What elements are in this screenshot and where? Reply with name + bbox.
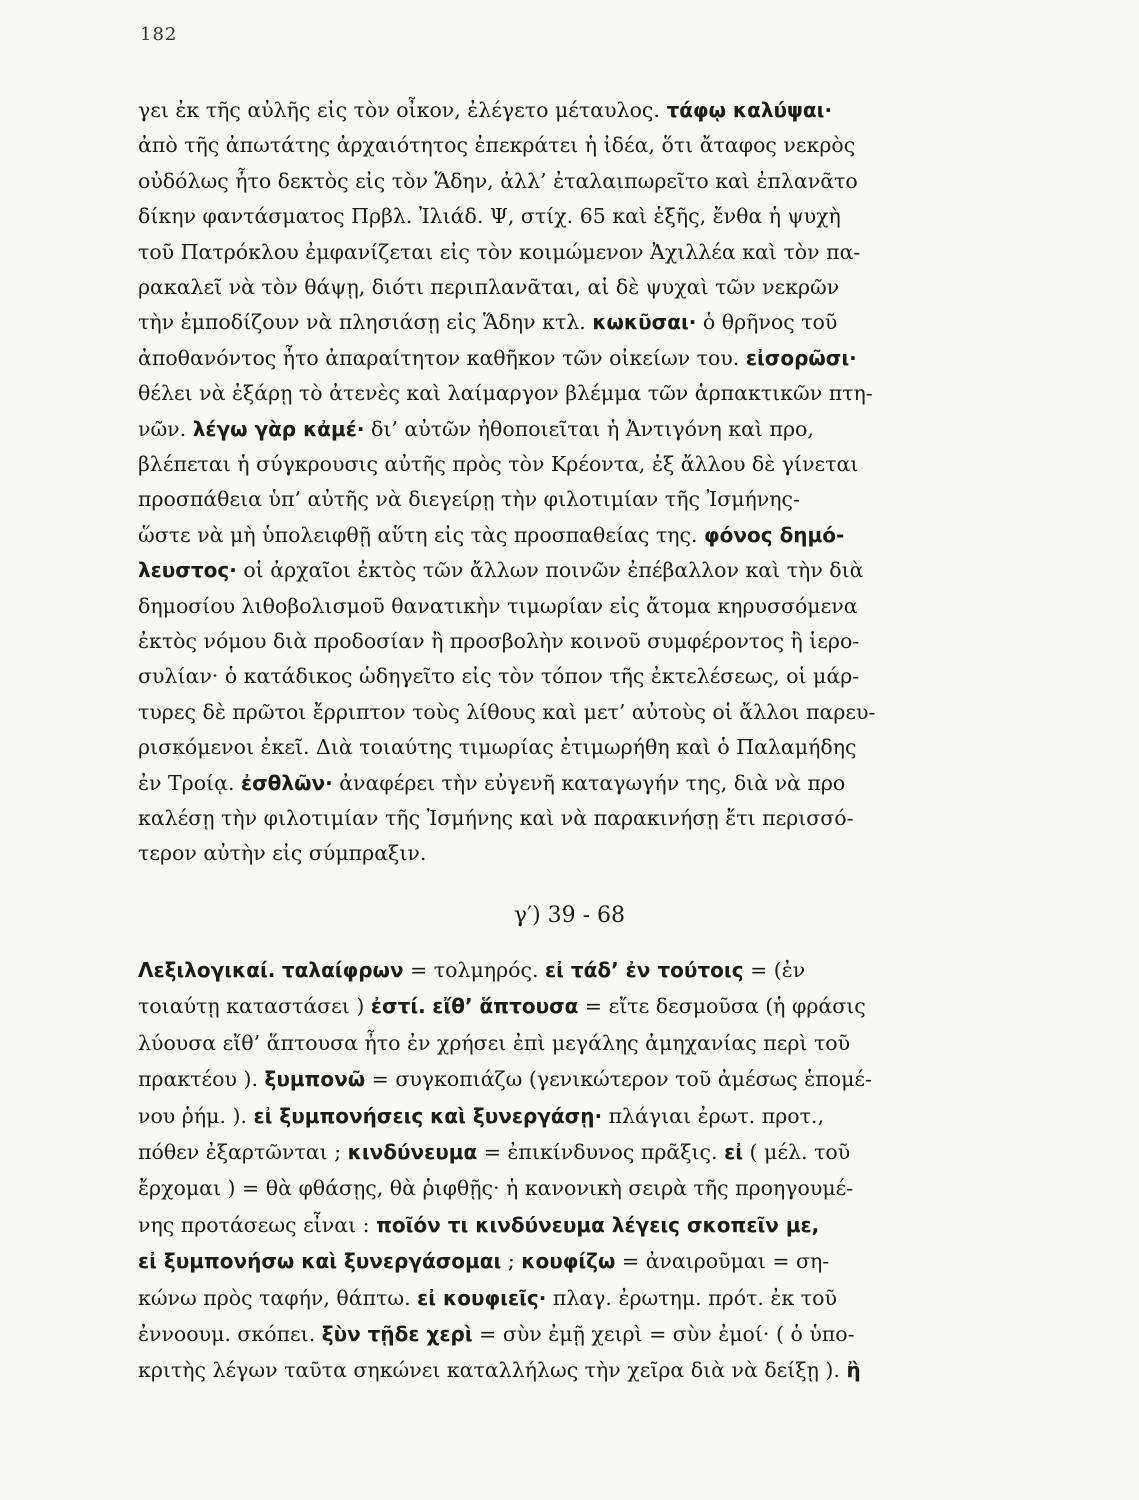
text-run: ; <box>501 1249 522 1274</box>
text-line <box>138 839 426 867</box>
text-line <box>138 450 1000 478</box>
text-line <box>138 1174 1000 1202</box>
text-line <box>138 521 1000 549</box>
text-run: = συγκοπιάζω (γενικώτερον τοῦ ἀμέσως ἑπομέ- <box>365 1067 872 1092</box>
text-run: ρισκόμενοι ἐκεῖ. Διὰ τοιαύτης τιμωρίας ἐτιμωρήθη καὶ ὁ Παλαμήδης <box>138 735 857 760</box>
bold-term: λευστος· <box>138 558 237 583</box>
text-run: πλαγ. ἐρωτημ. πρότ. ἐκ τοῦ <box>546 1285 837 1310</box>
text-run: νου ῥήμ. ). <box>138 1103 254 1128</box>
bold-term: εἰ ξυμπονήσεις καὶ ξυνεργάσῃ· <box>253 1103 603 1128</box>
bold-term: εἰ ξυμπονήσω καὶ ξυνεργάσομαι <box>138 1249 502 1274</box>
bold-term: ἐστί. <box>370 994 426 1019</box>
bold-term: εἰσορῶσι· <box>745 345 857 370</box>
text-line <box>138 167 1000 195</box>
bold-term: ταλαίφρων <box>281 958 404 982</box>
text-run: = (ἐν <box>743 958 806 982</box>
text-run: νῶν. <box>138 416 193 441</box>
bold-term: εἰ κουφιεῖς· <box>417 1285 547 1310</box>
text-run: κριτὴς λέγων ταῦτα σηκώνει καταλλήλως τὴν χεῖρα διὰ νὰ δείξῃ ). <box>138 1358 847 1383</box>
text-run: ὁ θρῆνος τοῦ <box>696 310 838 335</box>
text-run: βλέπεται ἡ σύγκρουσις αὐτῆς πρὸς τὸν Κρέοντα, ἐξ ἄλλου δὲ γίνεται <box>138 452 859 476</box>
text-line <box>138 592 1000 620</box>
text-run: ρακαλεῖ νὰ τὸν θάψῃ, διότι περιπλανᾶται, αἱ δὲ ψυχαὶ τῶν νεκρῶν <box>138 275 840 299</box>
text-line <box>138 556 1000 584</box>
text-run: πόθεν ἐξαρτῶνται ; <box>138 1140 348 1164</box>
text-run: = σὺν ἐμῇ χειρὶ = σὺν ἐμοί· ( ὁ ὑπο- <box>472 1322 855 1346</box>
text-line <box>138 344 1000 372</box>
bold-term: εἴθ’ ἅπτουσα <box>432 994 579 1019</box>
bold-term: ξὺν τῇδε χερὶ <box>321 1322 473 1346</box>
text-run: προσπάθεια ὑπ’ αὐτῆς νὰ διεγείρῃ τὴν φιλοτιμίαν τῆς Ἰσμήνης- <box>138 487 800 512</box>
text-run: οἱ ἀρχαῖοι ἐκτὸς τῶν ἄλλων ποινῶν ἐπέβαλλον καὶ τὴν διὰ <box>236 558 864 583</box>
text-run: ἀπὸ τῆς ἀπωτάτης ἀρχαιότητος ἐπεκράτει ἡ ἰδέα, ὅτι ἄταφος νεκρὸς <box>138 133 856 158</box>
text-run: = τολμηρός. <box>403 958 545 982</box>
text-run: δι’ αὐτῶν ἠθοποιεῖται ἡ Ἀντιγόνη καὶ προ, <box>364 416 814 441</box>
text-run: κώνω πρὸς ταφήν, θάπτω. <box>138 1285 418 1310</box>
text-run: = ἀναιροῦμαι = ση- <box>615 1249 830 1274</box>
text-line <box>138 1211 1000 1239</box>
text-run: ἐκτὸς νόμου διὰ προδοσίαν ἢ προσβολὴν κοινοῦ συμφέροντος ἢ ἱερο- <box>138 629 860 653</box>
text-line <box>138 1284 1000 1312</box>
text-line <box>138 485 1000 513</box>
text-run: = εἴτε δεσμοῦσα (ἡ φράσις <box>578 994 866 1019</box>
text-line <box>138 1029 1000 1057</box>
section-heading: γ′) 39 - 68 <box>513 903 626 928</box>
text-run: δημοσίου λιθοβολισμοῦ θανατικὴν τιμωρίαν εἰς ἄτομα κηρυσσόμενα <box>138 593 858 618</box>
text-line <box>138 415 1000 443</box>
text-line <box>138 131 1000 159</box>
bold-term: φόνος δημό- <box>704 522 845 547</box>
text-line <box>138 1247 1000 1275</box>
text-run: ἔρχομαι ) = θὰ φθάσῃς, θὰ ῥιφθῇς· ἡ κανονικὴ σειρὰ τῆς προηγουμέ- <box>138 1176 854 1201</box>
text-line <box>138 804 1000 832</box>
text-line <box>138 956 1000 984</box>
text-run: τερον αὐτὴν εἰς σύμπραξιν. <box>138 841 427 866</box>
bold-term: κωκῦσαι· <box>592 310 697 335</box>
text-run: γει ἐκ τῆς αὐλῆς εἰς τὸν οἶκον, ἐλέγετο μέταυλος. <box>138 98 667 122</box>
text-line <box>138 379 1000 407</box>
text-run: ἐννοουμ. σκόπει. <box>138 1322 322 1346</box>
text-run: καλέσῃ τὴν φιλοτιμίαν τῆς Ἰσμήνης καὶ νὰ παρακινήσῃ ἔτι περισσό- <box>138 806 854 830</box>
text-run: νης προτάσεως εἶναι : <box>138 1212 377 1237</box>
bold-term: ξυμπονῶ <box>264 1067 366 1092</box>
bold-term: ἐσθλῶν· <box>240 770 333 795</box>
bold-term: κουφίζω <box>521 1249 616 1274</box>
text-run: πρακτέου ). <box>138 1067 265 1092</box>
bold-term: τάφῳ καλύψαι· <box>666 98 833 122</box>
text-line <box>138 662 1000 690</box>
text-run: ὥστε νὰ μὴ ὑπολειφθῇ αὕτη εἰς τὰς προσπαθείας της. <box>138 522 704 547</box>
bold-term: λέγω γὰρ κἀμέ· <box>192 416 365 441</box>
text-run: τυρες δὲ πρῶτοι ἔρριπτον τοὺς λίθους καὶ μετ’ αὐτοὺς οἱ ἄλλοι παρευ- <box>138 699 876 724</box>
text-run: ἐν Τροίᾳ. <box>138 770 241 795</box>
text-line <box>138 238 1000 266</box>
text-run: ἀποθανόντος ἦτο ἀπαραίτητον καθῆκον τῶν οἰκείων του. <box>138 345 746 370</box>
text-run: = ἐπικίνδυνος πρᾶξις. <box>477 1140 725 1164</box>
text-line <box>138 1065 1000 1093</box>
text-run: πλάγιαι ἐρωτ. προτ., <box>602 1103 824 1128</box>
text-line <box>138 1102 1000 1130</box>
text-line <box>138 1138 1000 1166</box>
text-run: τὴν ἐμποδίζουν νὰ πλησιάσῃ εἰς Ἅδην κτλ. <box>138 310 593 335</box>
text-run: ἀναφέρει τὴν εὐγενῆ καταγωγήν της, διὰ νὰ προ <box>332 770 846 795</box>
text-line <box>138 1356 861 1384</box>
text-run: συλίαν· ὁ κατάδικος ὡδηγεῖτο εἰς τὸν τόπον τῆς ἐκτελέσεως, οἱ μάρ- <box>138 664 860 689</box>
text-line <box>138 992 1000 1020</box>
text-run: ( μέλ. τοῦ <box>743 1140 851 1164</box>
text-run: οὐδόλως ἦτο δεκτὸς εἰς τὸν Ἅδην, ἀλλ’ ἐταλαιπωρεῖτο καὶ ἐπλανᾶτο <box>138 168 858 193</box>
text-run: λύουσα εἴθ’ ἅπτουσα ἦτο ἐν χρήσει ἐπὶ μεγάλης ἀμηχανίας περὶ τοῦ <box>138 1030 851 1055</box>
bold-term: εἰ <box>724 1140 744 1164</box>
text-run: θέλει νὰ ἐξάρῃ τὸ ἀτενὲς καὶ λαίμαργον βλέμμα τῶν ἁρπακτικῶν πτη- <box>138 381 873 406</box>
text-run: τοῦ Πατρόκλου ἐμφανίζεται εἰς τὸν κοιμώμενον Ἀχιλλέα καὶ τὸν πα- <box>138 239 861 264</box>
text-line <box>138 769 1000 797</box>
text-line <box>138 733 1000 761</box>
text-line <box>138 1320 1000 1348</box>
bold-term: Λεξιλογικαί. <box>138 958 276 982</box>
text-line <box>138 96 1000 124</box>
text-line <box>138 627 1000 655</box>
page-number: 182 <box>140 24 178 45</box>
bold-term: ποῖόν τι κινδύνευμα λέγεις σκοπεῖν με, <box>376 1212 820 1237</box>
text-line <box>138 308 1000 336</box>
text-line <box>138 273 1000 301</box>
text-run: τοιαύτῃ καταστάσει ) <box>138 994 371 1019</box>
bold-term: κινδύνευμα <box>347 1140 478 1164</box>
bold-term: εἰ τάδ’ ἐν τούτοις <box>544 958 744 982</box>
text-run: δίκην φαντάσματος Πρβλ. Ἰλιάδ. Ψ, στίχ. 65 καὶ ἑξῆς, ἔνθα ἡ ψυχὴ <box>138 204 841 229</box>
bold-term: ἢ <box>846 1358 861 1383</box>
text-line <box>138 202 1000 230</box>
text-line <box>138 698 1000 726</box>
